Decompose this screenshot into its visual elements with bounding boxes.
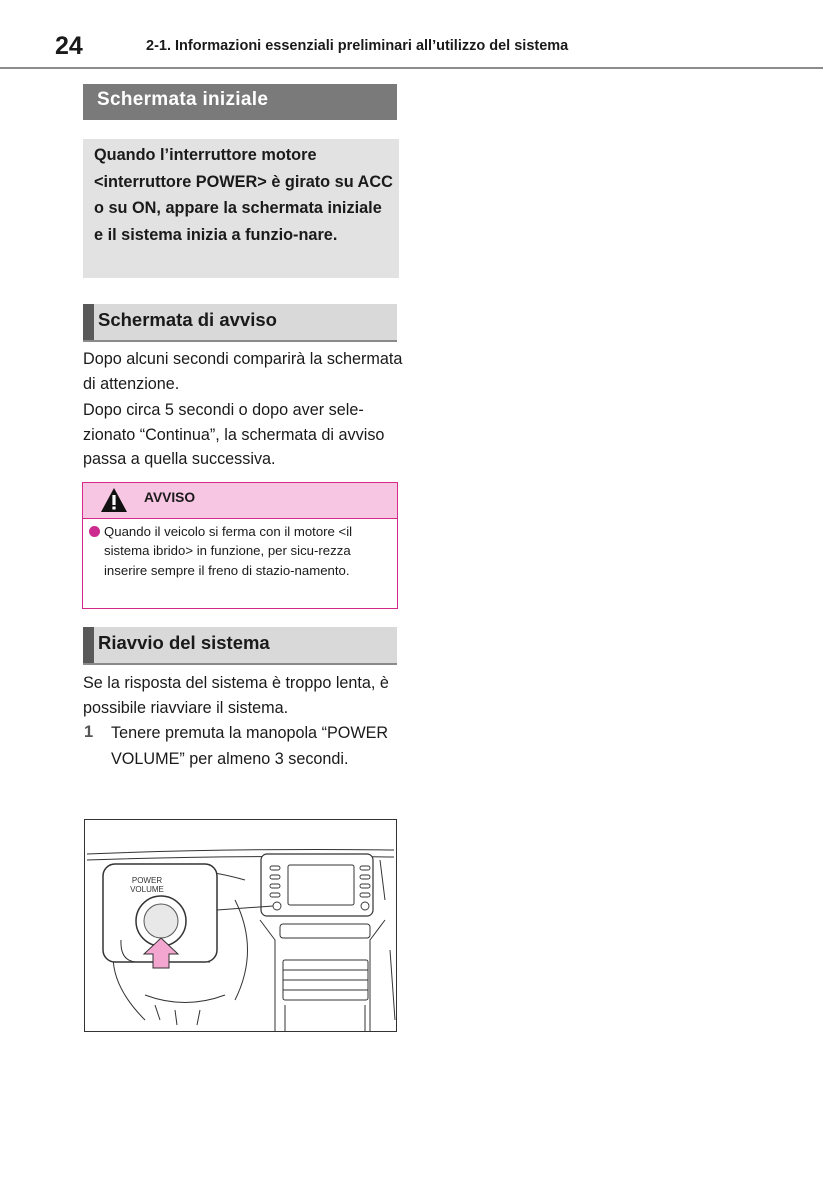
warning-triangle-icon <box>100 486 128 514</box>
section-marker <box>83 304 94 340</box>
intro-box <box>83 139 399 278</box>
section-title: Riavvio del sistema <box>98 632 270 653</box>
knob-label-line1: POWER <box>131 876 163 885</box>
section-heading-warning-screen <box>83 304 397 342</box>
warning-screen-paragraph-2: Dopo circa 5 secondi o dopo aver sele-zionato “Continua”, la schermata di avviso passa a quella successiva. <box>83 401 385 468</box>
section-heading-initial-screen <box>83 84 397 120</box>
illustration-power-volume <box>84 819 397 1032</box>
warning-label: AVVISO <box>144 490 196 505</box>
warning-header <box>83 483 397 519</box>
step-text: Tenere premuta la manopola “POWER VOLUME” per almeno 3 secondi. <box>111 724 389 768</box>
knob-label-line2: VOLUME <box>130 885 164 894</box>
section-title: Schermata di avviso <box>98 309 277 330</box>
intro-text: Quando l’interruttore motore <interruttore POWER> è girato su ACC o su ON, appare la schermata iniziale e il sistema inizia a funzio-nare. <box>94 146 393 244</box>
warning-box <box>82 482 398 609</box>
warning-text: Quando il veicolo si ferma con il motore <il sistema ibrido> in funzione, per sicu-rezza inserire sempre il freno di stazio-namento. <box>104 524 353 578</box>
chapter-title: 2-1. Informazioni essenziali preliminari all’utilizzo del sistema <box>146 38 569 54</box>
warning-screen-paragraph-1: Dopo alcuni secondi comparirà la schermata di attenzione. <box>83 350 403 393</box>
section-marker <box>83 627 94 663</box>
section-heading-restart <box>83 627 397 665</box>
page-number: 24 <box>55 32 83 60</box>
step-number: 1 <box>84 723 94 741</box>
restart-paragraph: Se la risposta del sistema è troppo lenta, è possibile riavviare il sistema. <box>83 674 389 717</box>
section-title: Schermata iniziale <box>97 89 269 110</box>
header-divider <box>0 67 823 69</box>
warning-bullet <box>89 526 100 537</box>
dashboard-illustration <box>85 820 396 1031</box>
